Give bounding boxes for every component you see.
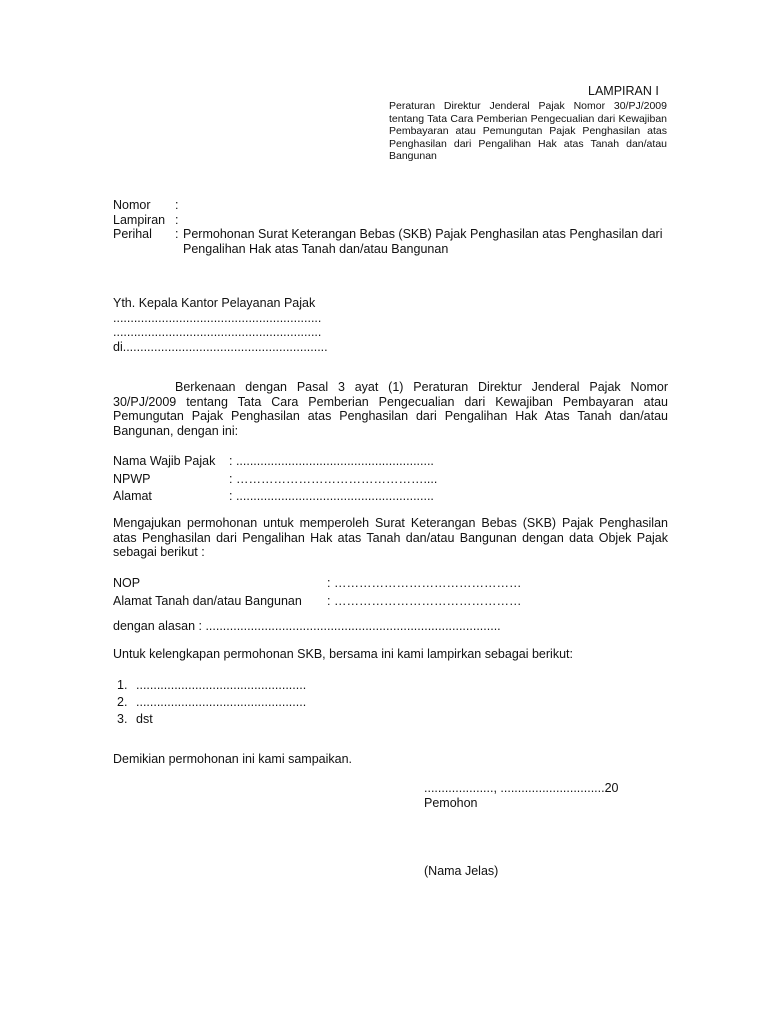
lampiran-colon: :: [175, 212, 179, 227]
lampiran-title: LAMPIRAN I: [588, 84, 659, 98]
field-value: : .........................................................: [229, 454, 434, 468]
list-item: [117, 711, 306, 728]
opening-paragraph-text: Berkenaan dengan Pasal 3 ayat (1) Peraturan Direktur Jenderal Pajak Nomor 30/PJ/2009 tentang Tata Cara Pemberian Pengecualian dari Kewajiban Pembayaran atau Pemungutan Pajak Penghasilan atas Penghasilan dari Pengalihan Hak Atas Tanah dan/atau Bangunan, dengan ini:: [113, 380, 668, 438]
list-number: 2.: [117, 695, 128, 709]
list-text: .................................................: [136, 695, 307, 709]
perihal-label: Perihal: [113, 227, 152, 241]
list-text: dst: [136, 712, 153, 726]
field-label: Nama Wajib Pajak: [113, 454, 216, 468]
list-number: 3.: [117, 712, 128, 726]
list-number: 1.: [117, 678, 128, 692]
attachments-intro: Untuk kelengkapan permohonan SKB, bersama ini kami lampirkan sebagai berikut:: [113, 647, 573, 661]
nomor-row: [113, 198, 673, 213]
nomor-colon: :: [175, 198, 179, 212]
applicant-name-placeholder: (Nama Jelas): [424, 864, 499, 878]
list-item: [117, 677, 306, 694]
attachments-list: [117, 677, 306, 728]
tax-object-fields: [113, 575, 521, 610]
list-text: .................................................: [136, 678, 307, 692]
addressee-line-2: ............................................................: [113, 310, 322, 325]
field-row: [113, 593, 521, 611]
list-item: [117, 694, 306, 711]
opening-paragraph: [113, 380, 668, 438]
field-row: [113, 453, 437, 471]
nomor-label: Nomor: [113, 198, 151, 212]
field-label: Alamat Tanah dan/atau Bangunan: [113, 593, 302, 608]
perihal-colon: :: [175, 227, 179, 241]
field-value: : ………………………………………: [327, 593, 522, 608]
addressee-block: [113, 296, 328, 354]
signature-block: [424, 781, 619, 810]
taxpayer-fields: [113, 453, 437, 506]
request-paragraph: Mengajukan permohonan untuk memperoleh Surat Keterangan Bebas (SKB) Pajak Penghasilan atas Penghasilan dari Pengalihan Hak atas Tanah dan/atau Bangunan dengan data Objek Pajak sebagai berikut :: [113, 516, 668, 559]
perihal-row: [113, 227, 673, 256]
letter-meta: [113, 198, 673, 256]
perihal-value: Permohonan Surat Keterangan Bebas (SKB) Pajak Penghasilan atas Penghasilan dari Pengalihan Hak atas Tanah dan/atau Bangunan: [183, 227, 663, 256]
lampiran-label: Lampiran: [113, 212, 166, 227]
field-label: NPWP: [113, 471, 151, 486]
place-date-line: ...................., ..............................20: [424, 781, 619, 795]
field-value: : ………………………………………: [327, 576, 522, 590]
addressee-line-3: ............................................................: [113, 325, 322, 339]
lampiran-row: [113, 213, 673, 228]
applicant-role: Pemohon: [424, 795, 478, 810]
field-label: Alamat: [113, 489, 152, 503]
field-value: : ………………………………………....: [229, 471, 438, 486]
regulation-reference: Peraturan Direktur Jenderal Pajak Nomor 30/PJ/2009 tentang Tata Cara Pemberian Pengecualian dari Kewajiban Pembayaran atau Pemungutan Pajak Penghasilan atas Penghasilan dari Pengalihan Hak atas Tanah dan/atau Bangunan: [389, 100, 667, 162]
field-value: : .........................................................: [229, 489, 434, 503]
addressee-line-1: Yth. Kepala Kantor Pelayanan Pajak: [113, 296, 316, 310]
field-row: [113, 488, 437, 506]
closing-sentence: Demikian permohonan ini kami sampaikan.: [113, 752, 353, 766]
field-label: NOP: [113, 576, 141, 590]
field-row: [113, 575, 521, 593]
addressee-line-4: di...........................................................: [113, 339, 328, 354]
reason-line: dengan alasan : .....................................................................................: [113, 619, 501, 633]
field-row: [113, 471, 437, 489]
